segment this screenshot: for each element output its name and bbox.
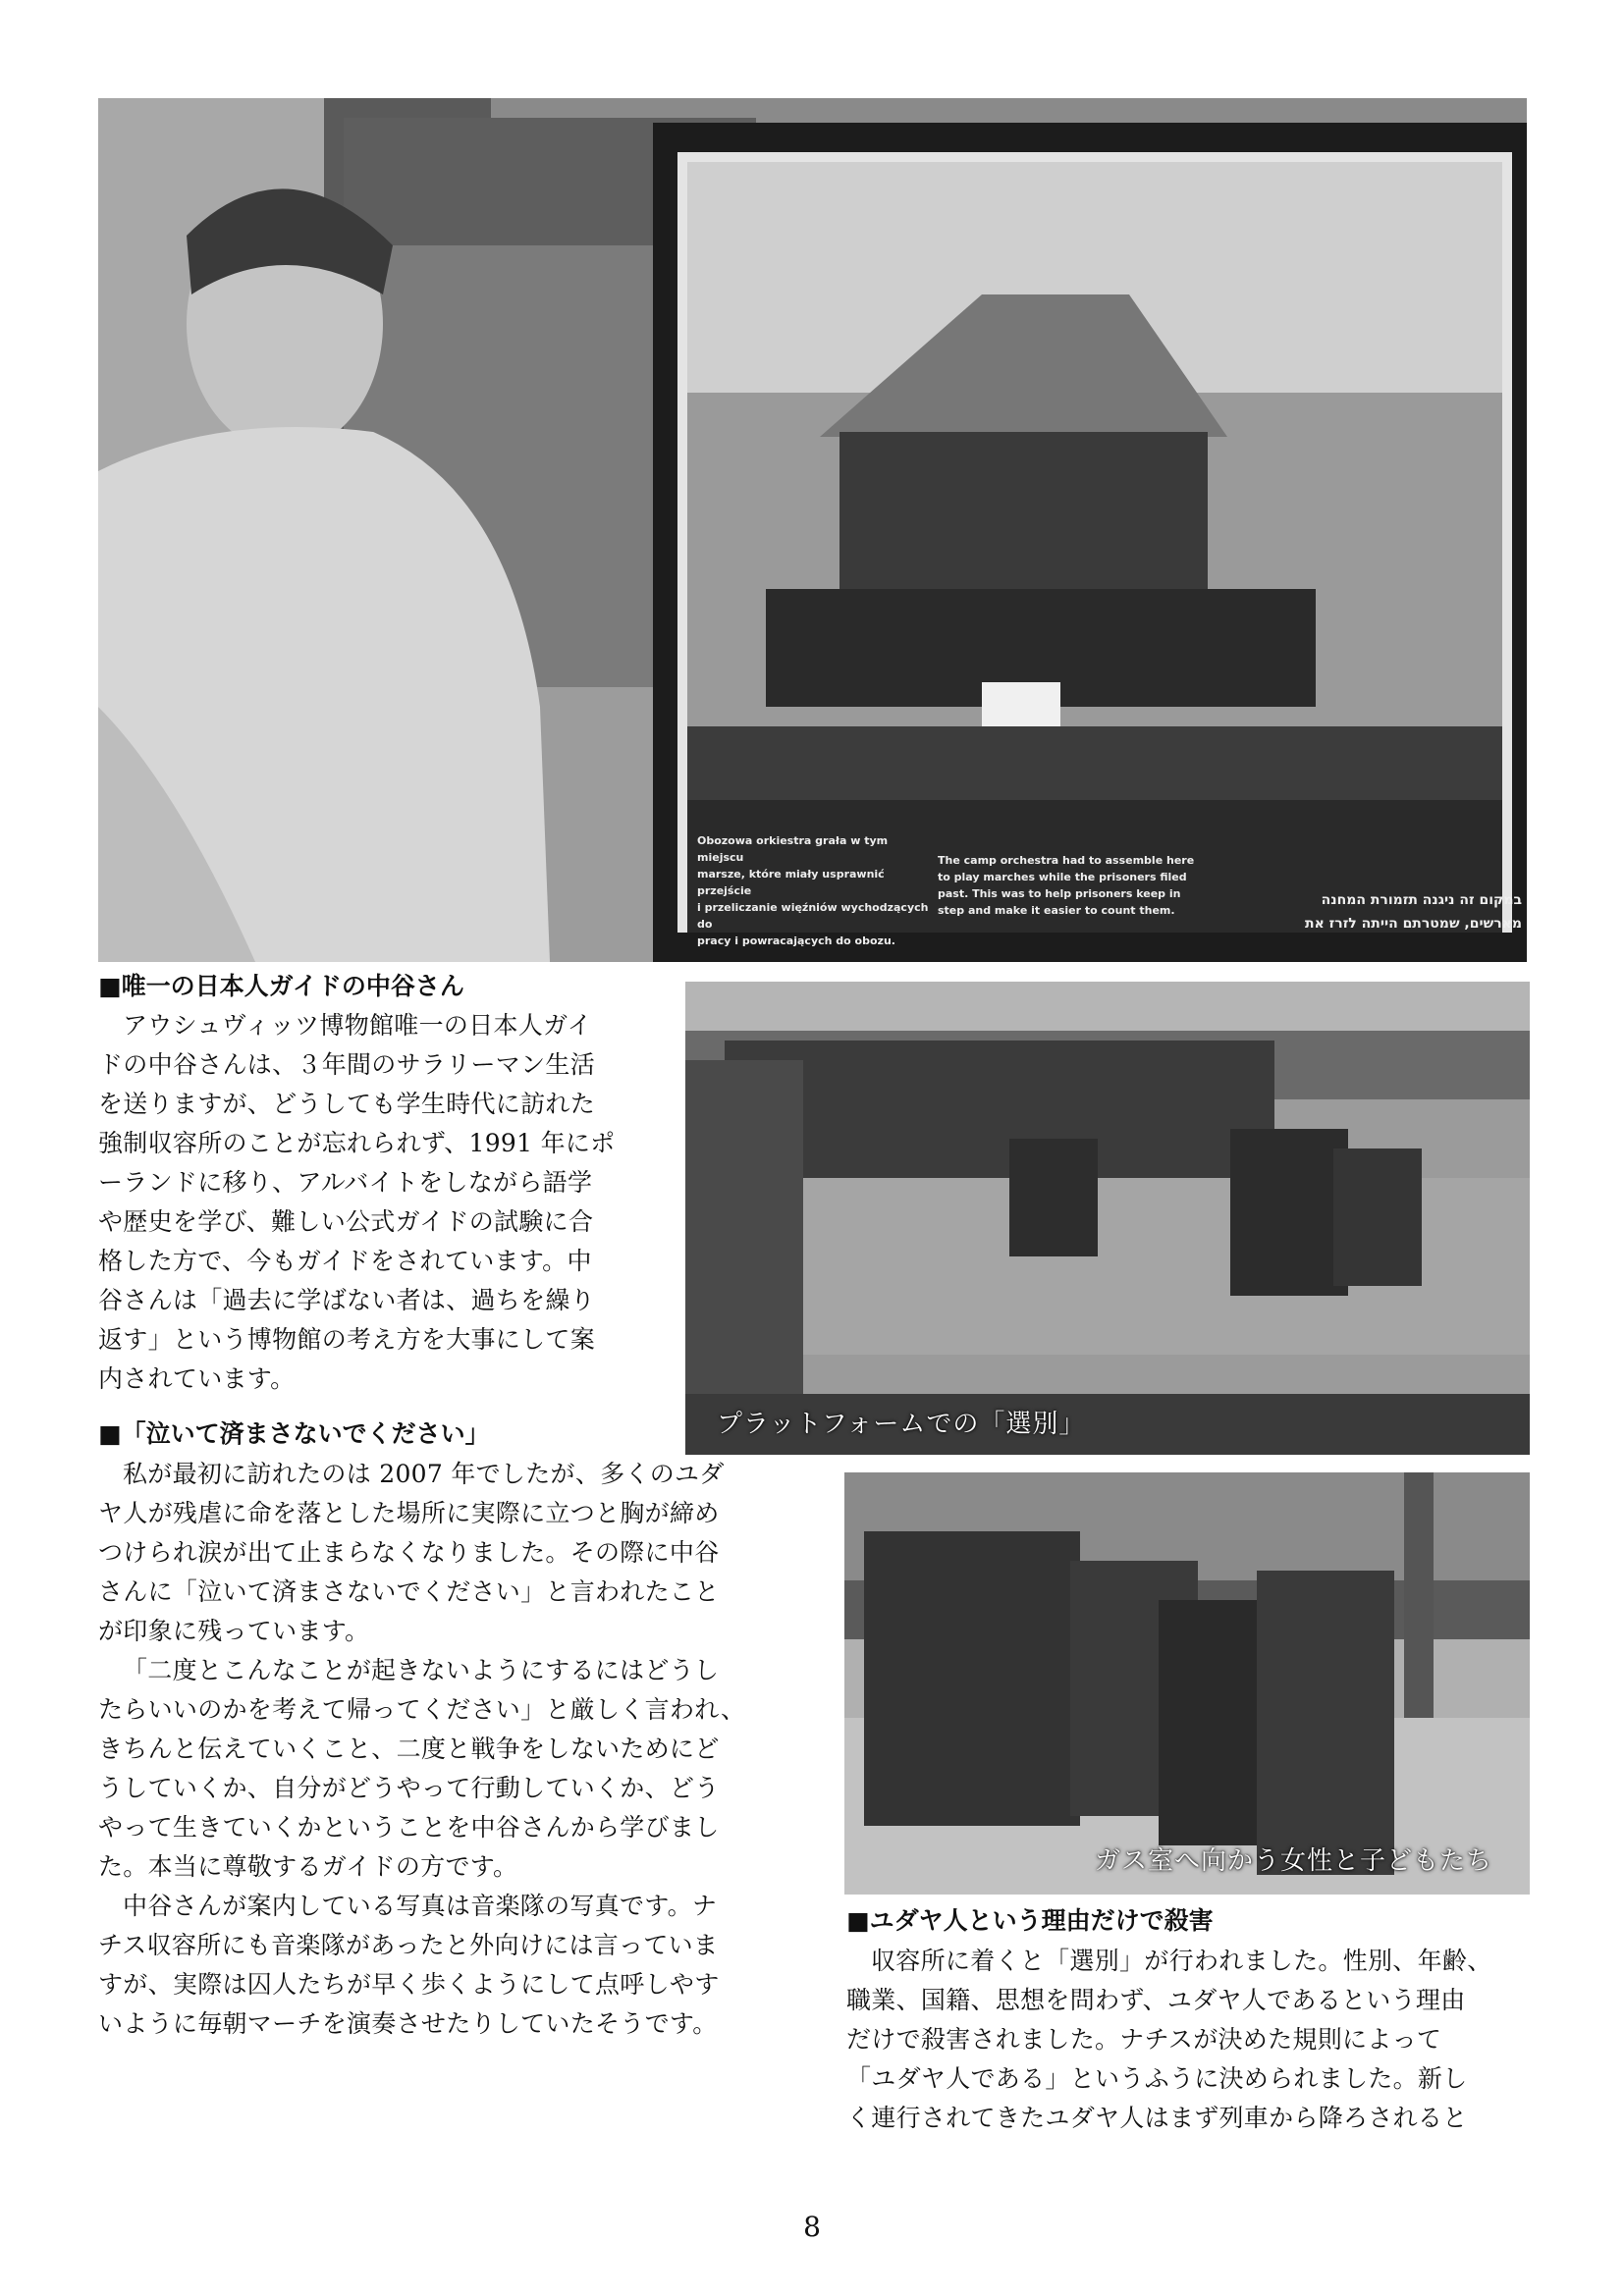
section2-line: ヤ人が残虐に命を落とした場所に実際に立つと胸が締め [98,1499,720,1527]
section2-line: チス収容所にも音楽隊があったと外向けには言っていま [98,1931,719,1959]
section2-line: やって生きていくかということを中谷さんから学びまし [98,1813,720,1842]
sign-text-hebrew [1208,888,1522,935]
sign-line: step and make it easier to count them. [938,904,1175,917]
sign-line: pracy i powracających do obozu. [697,934,895,947]
sign-line: to play marches while the prisoners filed [938,871,1187,883]
sign-text-polish [697,832,933,949]
section3-line: く連行されてきたユダヤ人はまず列車から降ろされると [846,2104,1468,2132]
section2-line: た。本当に尊敬するガイドの方です。 [98,1852,518,1881]
sign-line: מארשים, שמטרתם הייתה לזרז את [1305,916,1522,932]
children-caption: ガス室へ向かう女性と子どもたち [1095,1846,1493,1876]
section1-line: を送りますが、どうしても学生時代に訪れた [98,1090,596,1118]
section2-line: さんに「泣いて済まさないでください」と言われたこと [98,1577,720,1606]
section1-line: 返す」という博物館の考え方を大事にして案 [98,1325,596,1354]
sign-line: past. This was to help prisoners keep in [938,887,1181,900]
sign-line: במקום זה ניגנה תזמורת המחנה [1321,892,1522,908]
sign-line: Obozowa orkiestra grała w tym miejscu [697,834,889,864]
section2-line: うしていくか、自分がどうやって行動していくか、どう [98,1774,720,1802]
sign-line: The camp orchestra had to assemble here [938,854,1195,867]
section1-line: ーランドに移り、アルバイトをしながら語学 [98,1168,593,1197]
section2-line: たらいいのかを考えて帰ってください」と厳しく言われ、 [98,1695,746,1724]
section1-line: 谷さんは「過去に学ばない者は、過ちを繰り [98,1286,596,1314]
section2-line: 私が最初に訪れたのは 2007 年でしたが、多くのユダ [123,1460,725,1488]
section1-line: 内されています。 [98,1364,296,1393]
platform-caption: プラットフォームでの「選別」 [717,1410,1086,1439]
platform-photo [685,982,1530,1455]
section2-body [98,1455,844,2044]
section3-line: だけで殺害されました。ナチスが決めた規則によって [846,2025,1442,2054]
section2-line: つけられ涙が出て止まらなくなりました。その際に中谷 [98,1538,720,1567]
section1-body [98,1006,677,1399]
section3-line: 「ユダヤ人である」というふうに決められました。新し [846,2064,1468,2093]
sign-text-english [938,852,1203,919]
section2-line: すが、実際は囚人たちが早く歩くようにして点呼しやす [98,1970,720,1999]
section2-line: 「二度とこんなことが起きないようにするにはどうし [123,1656,720,1684]
section1-line: 強制収容所のことが忘れられず、1991 年にポ [98,1129,616,1157]
section2-line: 中谷さんが案内している写真は音楽隊の写真です。ナ [123,1892,718,1920]
section2-line: いように毎朝マーチを演奏させたりしていたそうです。 [98,2009,718,2038]
section3-line: 収容所に着くと「選別」が行われました。性別、年齢、 [871,1947,1492,1975]
section3-body [846,1942,1534,2138]
section1-line: や歴史を学び、難しい公式ガイドの試験に合 [98,1207,594,1236]
children-photo [844,1472,1530,1895]
section1-line: 格した方で、今もガイドをされています。中 [98,1247,592,1275]
section1-heading: ■唯一の日本人ガイドの中谷さん [98,972,464,1000]
section2-heading: ■「泣いて済まさないでください」 [98,1419,490,1448]
section1-line: ドの中谷さんは、３年間のサラリーマン生活 [98,1050,596,1079]
section2-line: きちんと伝えていくこと、二度と戦争をしないためにど [98,1735,720,1763]
section1-line: アウシュヴィッツ博物館唯一の日本人ガイ [123,1011,592,1040]
page-number: 8 [803,2211,821,2243]
section2-line: が印象に残っています。 [98,1617,370,1645]
section3-line: 職業、国籍、思想を問わず、ユダヤ人であるという理由 [846,1986,1466,2014]
sign-line: i przeliczanie więźniów wychodzących do [697,901,929,931]
section3-heading: ■ユダヤ人という理由だけで殺害 [846,1906,1214,1935]
sign-line: marsze, które miały usprawnić przejście [697,868,885,897]
